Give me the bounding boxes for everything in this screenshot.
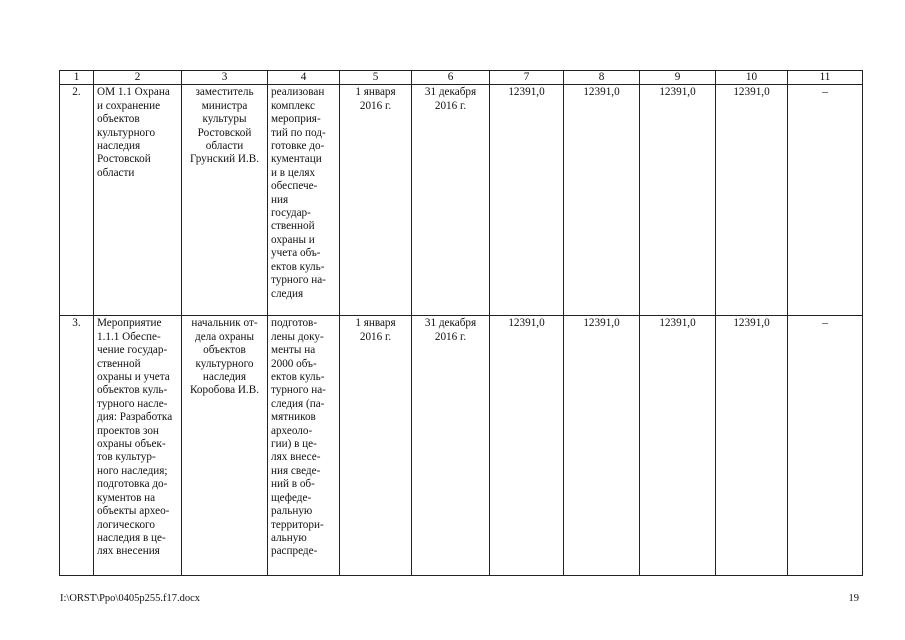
expected-result: подготов- лены доку- менты на 2000 объ- ектов куль- турного на- следия (па- мятников археоло- гии) в це- лях внесе- ния сведе- ний в об- щефеде- ральную территори- альную распреде- xyxy=(268,316,340,576)
header-cell: 8 xyxy=(564,71,640,85)
header-cell: 6 xyxy=(412,71,490,85)
row-number: 2. xyxy=(60,85,94,316)
header-cell: 4 xyxy=(268,71,340,85)
value-col-11: – xyxy=(788,85,863,316)
measure-name: Мероприятие 1.1.1 Обеспе- чение государ- ственной охраны и учета объектов куль- турного насле- дия: Разработка проектов зон охраны объек- тов культур- ного наследия; подготовка до- кументов на объекты архео- логического наследия в це- лях внесения xyxy=(94,316,182,576)
header-cell: 2 xyxy=(94,71,182,85)
value-col-8: 12391,0 xyxy=(564,316,640,576)
value-col-7: 12391,0 xyxy=(490,316,564,576)
value-col-8: 12391,0 xyxy=(564,85,640,316)
value-col-10: 12391,0 xyxy=(716,316,788,576)
end-date: 31 декабря 2016 г. xyxy=(412,316,490,576)
table-row xyxy=(60,85,863,316)
expected-result: реализован комплекс мероприя- тий по под- готовке до- кументаци и в целях обеспече- ния государ- ственной охраны и учета объ- ектов куль- турного на- следия xyxy=(268,85,340,316)
end-date: 31 декабря 2016 г. xyxy=(412,85,490,316)
value-col-11: – xyxy=(788,316,863,576)
table-header-row xyxy=(60,71,863,85)
table-row xyxy=(60,316,863,576)
header-cell: 1 xyxy=(60,71,94,85)
start-date: 1 января 2016 г. xyxy=(340,316,412,576)
value-col-10: 12391,0 xyxy=(716,85,788,316)
header-cell: 5 xyxy=(340,71,412,85)
responsible-person: заместитель министра культуры Ростовской области Грунский И.В. xyxy=(182,85,268,316)
value-col-9: 12391,0 xyxy=(640,85,716,316)
measure-name: ОМ 1.1 Охрана и сохранение объектов культурного наследия Ростовской области xyxy=(94,85,182,316)
start-date: 1 января 2016 г. xyxy=(340,85,412,316)
page-number: 19 xyxy=(848,593,859,604)
header-cell: 3 xyxy=(182,71,268,85)
header-cell: 9 xyxy=(640,71,716,85)
header-cell: 11 xyxy=(788,71,863,85)
footer-file-path: I:\ORST\Ppo\0405p255.f17.docx xyxy=(60,593,201,604)
data-table xyxy=(59,70,863,576)
header-cell: 7 xyxy=(490,71,564,85)
row-number: 3. xyxy=(60,316,94,576)
responsible-person: начальник от- дела охраны объектов культурного наследия Коробова И.В. xyxy=(182,316,268,576)
value-col-9: 12391,0 xyxy=(640,316,716,576)
value-col-7: 12391,0 xyxy=(490,85,564,316)
header-cell: 10 xyxy=(716,71,788,85)
